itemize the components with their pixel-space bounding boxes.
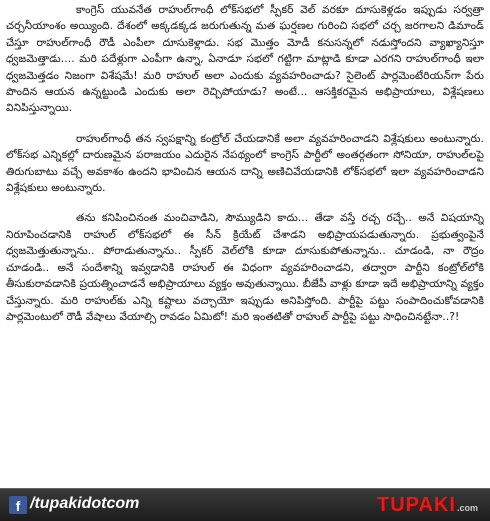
article-body [6, 2, 484, 480]
article-paragraph-1: కాంగ్రెస్ యువనేత రాహుల్‌గాంధీ లోక్‌సభలో స్పీకర్ వెల్ వరకూ దూసుకెళ్లడం ఇప్పుడు సర్వత్రా చర్చనీయాంశం అయ్యింది. దేశంలో అక్కడక్కడ జరుగుతున్న మత ఘర్షణల గురించి సభలో చర్చ జరగాలని డిమాండ్ చేస్తూ రాహుల్‌గాంధీ రౌడీ ఎంపీలా దూసుకెళ్లాడు. సభ మొత్తం మోడీ కనుసన్నలో నడుస్తోందని వ్యాఖ్యానిస్తూ ధ్వజమెత్తాడు.... మరి పదేళ్లుగా ఎంపీగా ఉన్నా, ఏనాడూ సభలో గట్టిగా మాట్లాడి కూడా ఎరగని రాహుల్‌గాంధీ ఇలా ధ్వజమెత్తడం నిజంగా విశేషమే! మరి రాహుల్ అలా ఎందుకు వ్యవహరించాడు? సైలెంట్ పార్లమెంటేరియన్‌గా పేరు పొందిన ఆయన ఉన్నట్టుండి ఎందుకు అలా రెచ్చిపోయాడు? అంటే... ఆసక్తికరమైన అభిప్రాయాలు, విశ్లేషణలు వినిపిస్తున్నాయి. [6, 4, 484, 115]
paragraph-spacer [6, 196, 484, 210]
brand-name: TUPAKI [377, 494, 456, 516]
article-paragraph-2: రాహుల్‌గాంధీ తన స్వపక్షాన్ని కంట్రోల్ చేయడానికే అలా వ్యవహరించాడని విశ్లేషకులు అంటున్నారు. లోక్‌సభ ఎన్నికల్లో దారుణమైన పరాజయం ఎదురైన నేపథ్యంలో కాంగ్రెస్ పార్టీలో అంతర్గతంగా సోనియా, రాహుల్‌లపై తిరుగుబాటు వచ్చే అవకాశం ఉందని భావించిన ఆయన దాన్ని అణిచివేయడానికి లోక్‌సభలో ఇలా వ్యవహరించాడని విశ్లేషకులు అంటున్నారు. [6, 132, 484, 195]
brand-suffix: .com [456, 503, 478, 513]
footer-bar [0, 488, 490, 521]
article-paragraph-3: తను కనిపించినంత మంచివాడిని, సౌమ్యుడిని కాదు... తేడా వస్తే రచ్చ రచ్చే.. అనే విషయాన్ని నిరూపించడానికి రాహుల్ లోక్‌సభలో ఈ సీన్ క్రియేట్ చేశాడని అభిప్రాయపడుతున్నారు. ప్రభుత్వంపైనే ధ్వజమెత్తుతున్నాను.. పోరాడుతున్నాను.. స్పీకర్ వెల్‌లోకి కూడా దూసుకుపోతున్నాను.. చూడండి, నా రౌద్రం చూడండి.. అనే సందేశాన్ని ఇవ్వడానికి రాహుల్ ఈ విధంగా వ్యవహరించాడని, తద్వారా పార్టీని కంట్రోల్‌లోకి తీసుకురావడానికి ప్రయత్నించాడనే అభిప్రాయాలు వ్యక్తం అవుతున్నాయి. బీజేపీ వాళ్లు కూడా ఇదే అభిప్రాయాన్ని వ్యక్తం చేస్తున్నారు. మరి రాహుల్‌కు ఎన్ని కష్టాలు వచ్చాయో ఇప్పుడు అనిపిస్తోంది. పార్టీపై పట్టు సంపాదించుకోవడానికి పార్లమెంటులో రౌడీ వేషాలు వేయాల్సి రావడం ఏమిటో! మరి ఇంతటితో రాహుల్ పార్టీపై పట్టు సాధించినట్టేనా..?! [6, 212, 484, 323]
facebook-handle[interactable]: /tupakidotcom [30, 495, 140, 512]
paragraph-spacer [6, 117, 484, 131]
brand-logo[interactable] [377, 492, 478, 518]
facebook-icon[interactable]: f [9, 496, 27, 514]
